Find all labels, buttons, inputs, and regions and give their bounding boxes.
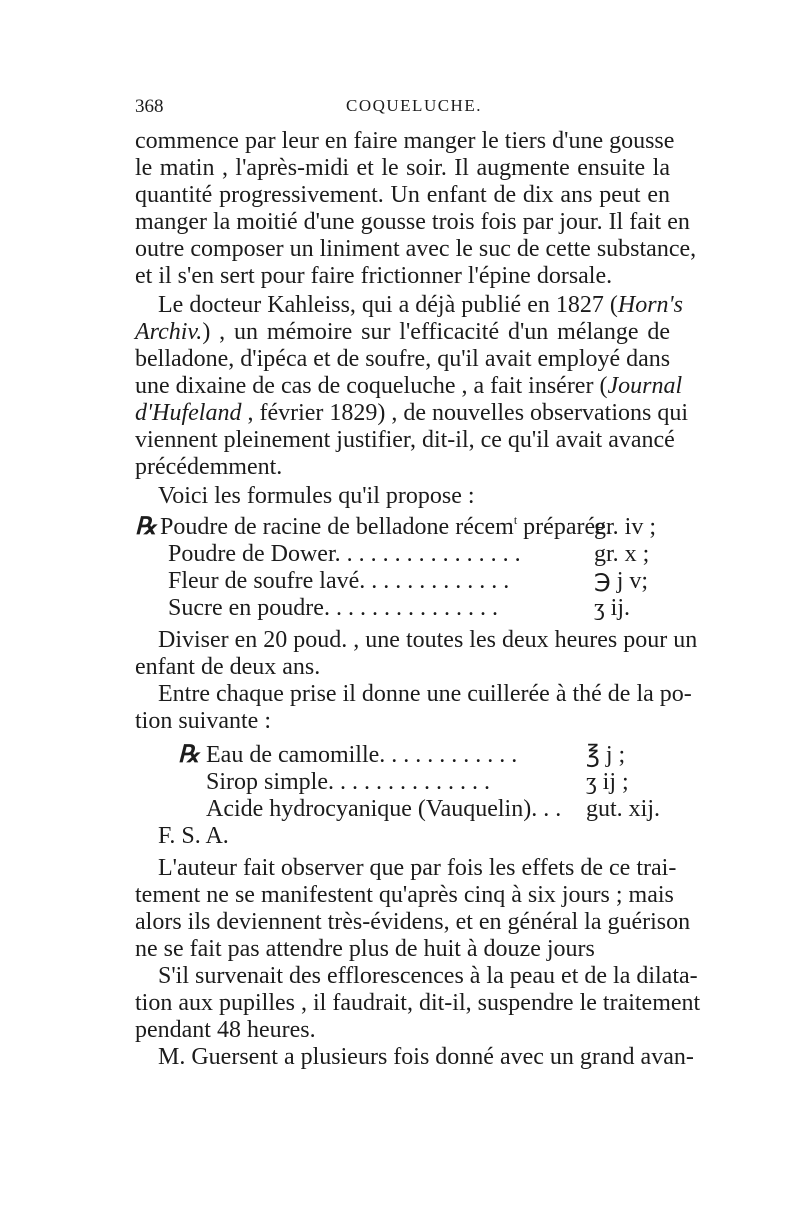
text-line: S'il survenait des efflorescences à la peau et de la dilata- xyxy=(158,963,698,989)
text-line: alors ils deviennent très-évidens, et en général la guérison xyxy=(135,909,691,935)
text-line: tement ne se manifestent qu'après cinq à six jours ; mais xyxy=(135,882,674,908)
running-title: COQUELUCHE. xyxy=(346,96,482,115)
text-line: quantité progressivement. Un enfant de dix ans peut en xyxy=(135,182,670,208)
book-page: 368 COQUELUCHE. commence par leur en faire manger le tiers d'une gousse le matin , l'après-midi et le soir. Il augmente ensuite la quantité progressivement. Un enfant de dix ans peut en manger la moitié d'une gousse trois fois par jour. Il fait en outre composer un liniment avec le suc de cette substance, et il s'en sert pour faire frictionner l'épine dorsale. Le docteur Kahleiss, qui a déjà publié en 1827 (Horn's Archiv.) , un mémoire sur l'efficacité d'un mélange de belladone, d'ipéca et de soufre, qu'il avait employé dans une dixaine de cas de coqueluche , a fait insérer (Journal d'Hufeland , février 1829) , de nouvelles observations qui viennent pleinement justifier, dit-il, ce qu'il avait avancé précédemment. Voici les formules qu'il propose : ℞ Poudre de racine de belladone récem$^t$ préparée. gr. iv ; Poudre de Dower. . . . . . . . . . . . . . . . gr. x ; Fleur de soufre lavé. . . . . . . . . . . . . ℈ j v; Sucre en poudre. . . . . . . . . . . . . . . ʒ ij. Diviser en 20 poud. , une toutes les deux heures pour un enfant de deux ans. Entre chaque prise il donne une cuillerée à thé de la po- tion suivante : ℞ Eau de camomille. . . . . . . . . . . . ℥ j ; Sirop simple. . . . . . . . . . . . . . ʒ ij ; Acide hydrocyanique (Vauquelin). . . gut. xij. F. S. A. L'auteur fait observer que par fois les effets de ce trai- tement ne se manifestent qu'après cinq à six jours ; mais alors ils deviennent très-évidens, et en général la guérison ne se fait pas attendre plus de huit à douze jours S'il survenait des efflorescences à la peau et de la dilata- tion aux pupilles , il faudrait, dit-il, suspendre le traitement pendant 48 heures. M. Guersent a plusieurs fois donné avec un grand avan- xyxy=(135,96,701,1070)
text-line: précédemment. xyxy=(135,454,283,480)
text-line: le matin , l'après-midi et le soir. Il augmente ensuite la xyxy=(135,155,670,181)
text-line: Diviser en 20 poud. , une toutes les deux heures pour un xyxy=(158,627,698,653)
text-line: Le docteur Kahleiss, qui a déjà publié en 1827 (Horn's xyxy=(158,292,684,318)
text-line: d'Hufeland , février 1829) , de nouvelles observations qui xyxy=(135,400,689,426)
text-line: viennent pleinement justifier, dit-il, ce qu'il avait avancé xyxy=(135,427,675,453)
page-number: 368 xyxy=(135,96,164,117)
text-line: M. Guersent a plusieurs fois donné avec un grand avan- xyxy=(158,1044,694,1070)
running-header xyxy=(135,96,670,126)
text-line: tion suivante : xyxy=(135,708,271,734)
rx-symbol: ℞ xyxy=(135,514,157,540)
text-line: et il s'en sert pour faire frictionner l'épine dorsale. xyxy=(135,263,613,289)
text-line: belladone, d'ipéca et de soufre, qu'il avait employé dans xyxy=(135,346,671,372)
text-line: commence par leur en faire manger le tiers d'une gousse xyxy=(135,128,675,154)
text-line: enfant de deux ans. xyxy=(135,654,321,680)
text-line: outre composer un liniment avec le suc de cette substance, xyxy=(135,236,697,262)
rx-symbol: ℞ xyxy=(178,742,200,768)
text-line: L'auteur fait observer que par fois les effets de ce trai- xyxy=(158,855,677,881)
text-line: ne se fait pas attendre plus de huit à douze jours xyxy=(135,936,595,962)
text-line: Voici les formules qu'il propose : xyxy=(158,483,475,509)
fsa-abbreviation: F. S. A. xyxy=(158,823,229,849)
text-line: Archiv.) , un mémoire sur l'efficacité d'un mélange de xyxy=(135,319,670,345)
text-line: tion aux pupilles , il faudrait, dit-il, suspendre le traitement xyxy=(135,990,701,1016)
text-line: pendant 48 heures. xyxy=(135,1017,316,1043)
text-line: une dixaine de cas de coqueluche , a fait insérer (Journal xyxy=(135,373,683,399)
text-line: Entre chaque prise il donne une cuillerée à thé de la po- xyxy=(158,681,692,707)
text-line: manger la moitié d'une gousse trois fois par jour. Il fait en xyxy=(135,209,690,235)
